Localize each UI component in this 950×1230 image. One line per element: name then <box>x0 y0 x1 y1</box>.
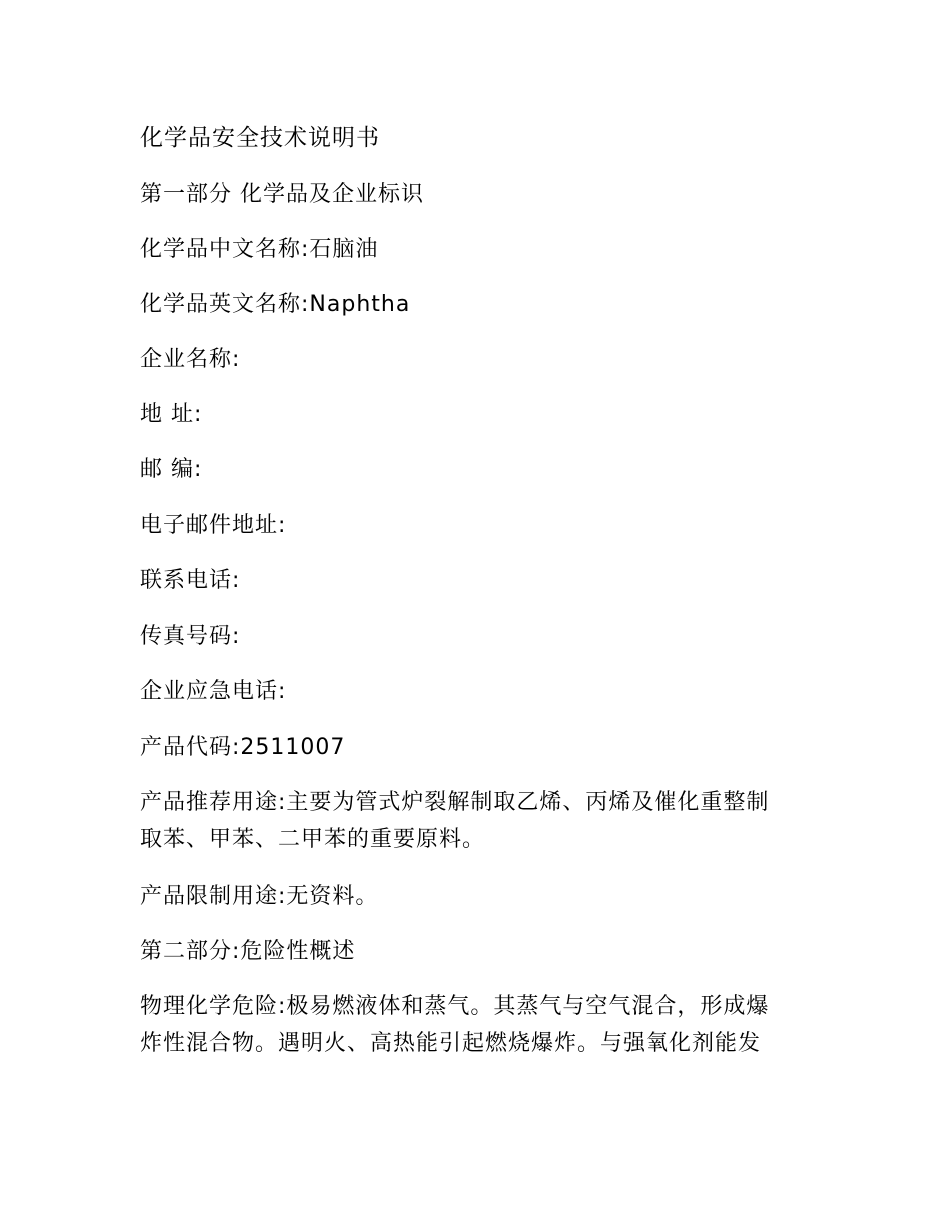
phone-field: 联系电话: <box>140 568 241 593</box>
physchem-hazard-line-2: 炸性混合物。遇明火、高热能引起燃烧爆炸。与强氧化剂能发 <box>140 1031 762 1056</box>
email-field: 电子邮件地址: <box>140 513 287 538</box>
fax-field: 传真号码: <box>140 624 241 649</box>
section1-heading: 第一部分 化学品及企业标识 <box>140 182 424 207</box>
company-name-field: 企业名称: <box>140 347 241 372</box>
restricted-use-field: 产品限制用途:无资料。 <box>140 884 379 909</box>
english-name-field: 化学品英文名称:Naphtha <box>140 292 411 317</box>
section2-heading: 第二部分:危险性概述 <box>140 939 356 964</box>
physchem-hazard-paragraph <box>140 990 820 1064</box>
recommended-use-line-2: 取苯、甲苯、二甲苯的重要原料。 <box>140 827 486 852</box>
chinese-name-field: 化学品中文名称:石脑油 <box>140 237 379 262</box>
recommended-use-line-1: 产品推荐用途:主要为管式炉裂解制取乙烯、丙烯及催化重整制 <box>140 790 770 815</box>
recommended-use-paragraph <box>140 786 820 860</box>
emergency-phone-field: 企业应急电话: <box>140 679 287 704</box>
address-field: 地 址: <box>140 402 203 427</box>
product-code-field: 产品代码:2511007 <box>140 735 346 760</box>
physchem-hazard-line-1: 物理化学危险:极易燃液体和蒸气。其蒸气与空气混合，形成爆 <box>140 994 770 1019</box>
postcode-field: 邮 编: <box>140 457 203 482</box>
document-title: 化学品安全技术说明书 <box>140 125 380 151</box>
